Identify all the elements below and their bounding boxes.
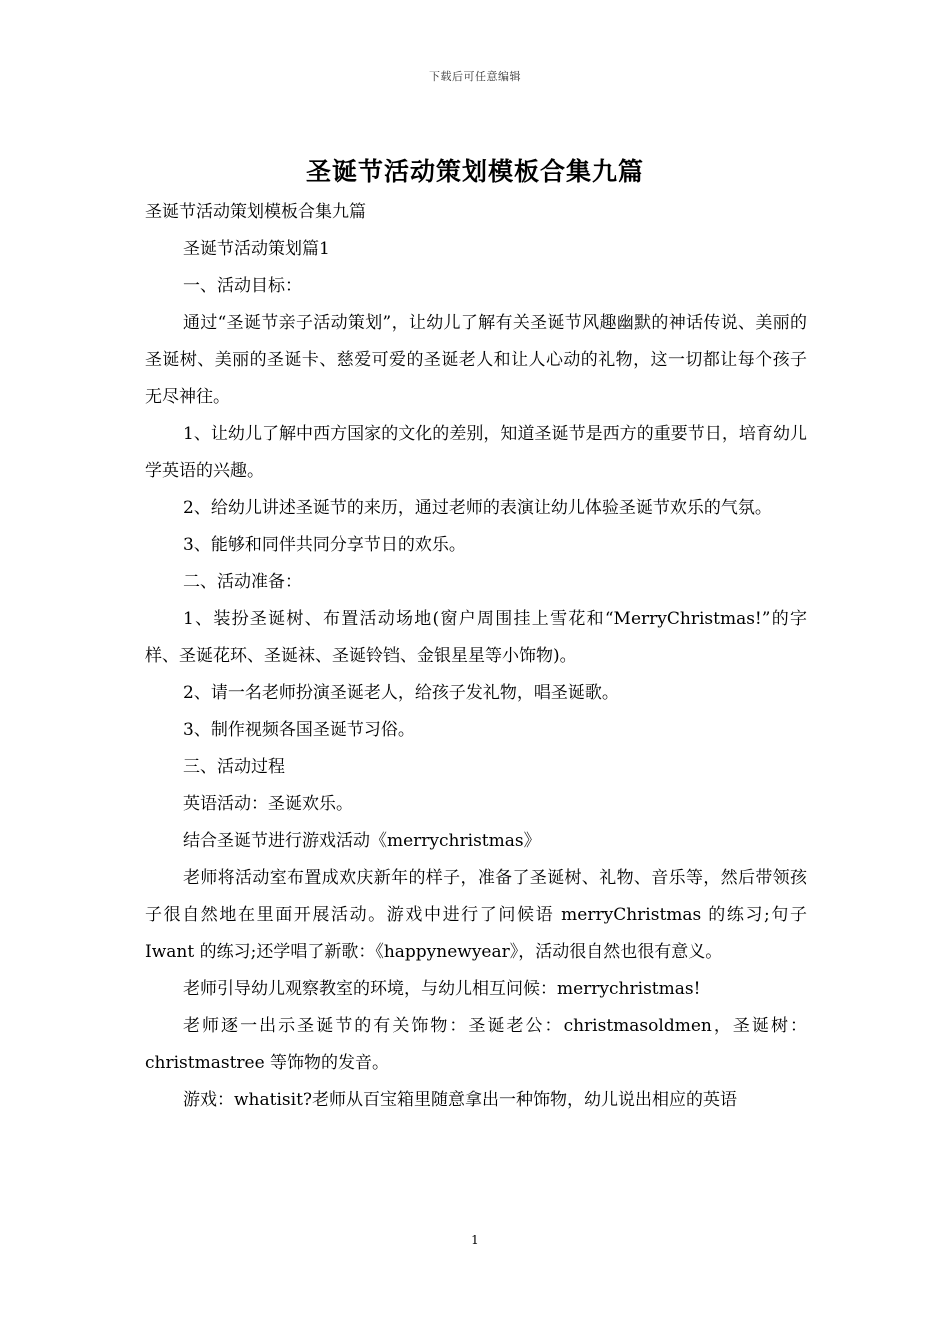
document-body: [145, 194, 807, 1119]
page-number: 1: [471, 1233, 479, 1247]
header-note: 下载后可任意编辑: [429, 70, 521, 83]
paragraph-heading-preparation: 二、活动准备：: [183, 572, 302, 592]
paragraph-heading-goals: 一、活动目标：: [183, 276, 302, 296]
paragraph: 老师引导幼儿观察教室的环境，与幼儿相互问候：merrychristmas!: [183, 979, 701, 999]
paragraph: 2、请一名老师扮演圣诞老人，给孩子发礼物，唱圣诞歌。: [183, 683, 619, 703]
paragraph: 1、让幼儿了解中西方国家的文化的差别，知道圣诞节是西方的重要节日，培育幼儿学英语的兴趣。: [145, 424, 807, 481]
paragraph-section-heading: 圣诞节活动策划篇1: [183, 239, 330, 259]
paragraph: 2、给幼儿讲述圣诞节的来历，通过老师的表演让幼儿体验圣诞节欢乐的气氛。: [183, 498, 772, 518]
paragraph: 老师逐一出示圣诞节的有关饰物：圣诞老公：christmasoldmen，圣诞树：christmastree 等饰物的发音。: [145, 1016, 807, 1073]
paragraph: 通过“圣诞节亲子活动策划”，让幼儿了解有关圣诞节风趣幽默的神话传说、美丽的圣诞树、美丽的圣诞卡、慈爱可爱的圣诞老人和让人心动的礼物，这一切都让每个孩子无尽神往。: [145, 313, 807, 407]
paragraph: 3、制作视频各国圣诞节习俗。: [183, 720, 415, 740]
paragraph: 3、能够和同伴共同分享节日的欢乐。: [183, 535, 466, 555]
paragraph: 英语活动：圣诞欢乐。: [183, 794, 353, 814]
paragraph-subtitle: 圣诞节活动策划模板合集九篇: [145, 202, 366, 222]
paragraph: 1、装扮圣诞树、布置活动场地(窗户周围挂上雪花和“MerryChristmas!”的字样、圣诞花环、圣诞袜、圣诞铃铛、金银星星等小饰物)。: [145, 609, 807, 666]
paragraph-heading-process: 三、活动过程: [183, 757, 285, 777]
document-title: 圣诞节活动策划模板合集九篇: [305, 157, 644, 186]
paragraph: 结合圣诞节进行游戏活动《merrychristmas》: [183, 831, 541, 851]
paragraph: 老师将活动室布置成欢庆新年的样子，准备了圣诞树、礼物、音乐等，然后带领孩子很自然地在里面开展活动。游戏中进行了问候语 merryChristmas 的练习;句子 Iwant 的练习;还学唱了新歌：《happynewyear》，活动很自然也很有意义。: [145, 868, 807, 962]
paragraph: 游戏：whatisit?老师从百宝箱里随意拿出一种饰物，幼儿说出相应的英语: [183, 1090, 738, 1110]
